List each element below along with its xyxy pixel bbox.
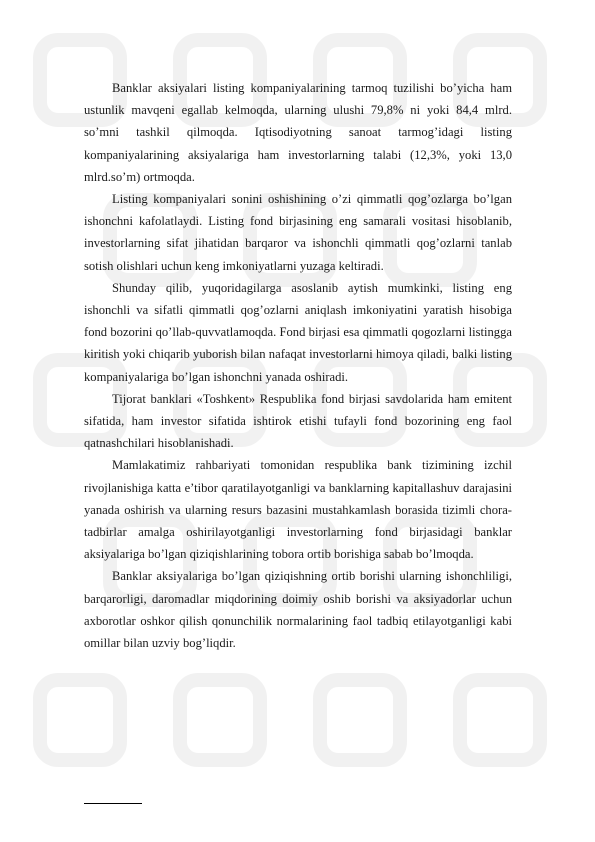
paragraph-3: Shunday qilib, yuqoridagilarga asoslanib aytish mumkinki, listing eng ishonchli va sifatli qimmatli qog’ozlarni aniqlash imkoniyatini yaratish hisobiga fond bozorini qo’llab-quvvatlamoqda. Fond birjasi esa qimmatli qogozlarni listingga kiritish yoki chiqarib yuborish bilan nafaqat investorlarni himoya qiladi, balki listing kompaniyalariga bo’lgan ishonchni yanada oshiradi. bbox=[84, 280, 512, 384]
paragraph-2: Listing kompaniyalari sonini oshishining o’zi qimmatli qog’ozlarga bo’lgan ishonchni kafolatlaydi. Listing fond birjasining eng samarali vositasi hisoblanib, investorlarning sifat jihatidan barqaror va ishonchli qimmatli qog’ozlarni tanlab sotish olishlari uchun keng imkoniyatlarni yuzaga keltiradi. bbox=[84, 192, 512, 273]
paragraph-4: Tijorat banklari «Toshkent» Respublika fond birjasi savdolarida ham emitent sifatida, ham investor sifatida ishtirok etishi tufayli fond bozorining eng faol qatnashchilari hisoblanishadi. bbox=[84, 391, 512, 451]
paragraph-5: Mamlakatimiz rahbariyati tomonidan respublika bank tizimining izchil rivojlanishiga katta e’tibor qaratilayotganligi va banklarning kapitallashuv darajasini yanada oshirish va ularning resurs bazasini mustahkamlash borasida tizimli chora-tadbirlar amalga oshirilayotganligi investorlarning fond birjasidagi banklar aksiyalariga bo’lgan qiziqishlarining tobora ortib borishiga sabab bo’lmoqda. bbox=[84, 458, 512, 562]
footnote-separator bbox=[84, 803, 142, 804]
body-text bbox=[84, 77, 512, 654]
paragraph-6: Banklar aksiyalariga bo’lgan qiziqishning ortib borishi ularning ishonchliligi, barqarorligi, daromadlar miqdorining doimiy oshib borishi va aksiyadorlar uchun axborotlar oshkor qilish qonunchilik normalarining faol tadbiq etilayotganligi kabi omillar bilan uzviy bog’liqdir. bbox=[84, 569, 512, 651]
paragraph-1: Banklar aksiyalari listing kompaniyalarining tarmoq tuzilishi bo’yicha ham ustunlik mavqeni egallab kelmoqda, ularning ulushi 79,8% ni yoki 84,4 mlrd. so’mni tashkil qilmoqda. Iqtisodiyotning sanoat tarmog’idagi listing kompaniyalarining aksiyalariga ham investorlarning talabi (12,3%, yoki 13,0 mlrd.so’m) ortmoqda. bbox=[84, 81, 512, 184]
